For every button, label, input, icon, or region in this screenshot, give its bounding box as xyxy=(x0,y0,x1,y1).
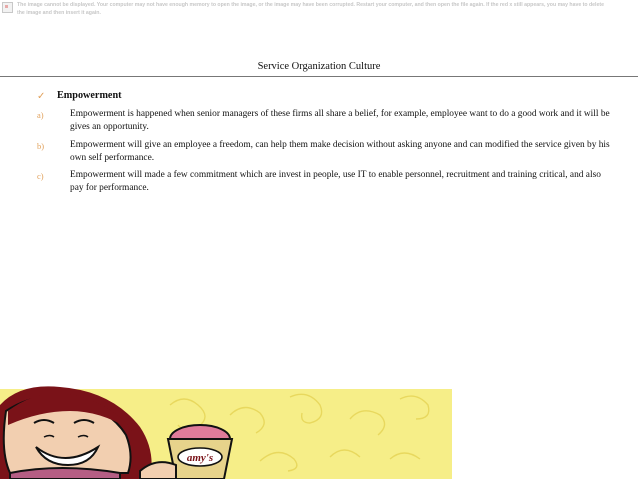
broken-image-notice xyxy=(0,0,638,20)
list-item: Empowerment will give an employee a freedom, can help them make decision without asking anyone and can modified the service given by his own self performance. xyxy=(70,140,610,163)
broken-image-message: The image cannot be displayed. Your computer may not have enough memory to open the image, or the image may have been corrupted. Restart your computer, and then open the file again. If the red x still appears, you may have to delete the image and then insert it again. xyxy=(17,2,604,16)
cartoon-illustration xyxy=(0,375,460,479)
tub-label: amy's xyxy=(186,452,214,464)
broken-image-icon xyxy=(2,2,13,13)
section-heading: Empowerment xyxy=(57,90,122,101)
title-divider xyxy=(0,76,638,77)
checkmark-icon: ✓ xyxy=(37,91,46,102)
list-item: Empowerment will made a few commitment which are invest in people, use IT to enable personnel, recruitment and training critical, and also pay for performance. xyxy=(70,170,601,193)
slide-title: Service Organization Culture xyxy=(257,61,381,72)
item-marker: a) xyxy=(37,110,44,120)
item-marker: c) xyxy=(37,171,44,181)
list-item: Empowerment is happened when senior managers of these firms all share a belief, for example, employee want to do a good work and it will be gives an opportunity. xyxy=(70,109,610,132)
item-marker: b) xyxy=(37,141,45,151)
